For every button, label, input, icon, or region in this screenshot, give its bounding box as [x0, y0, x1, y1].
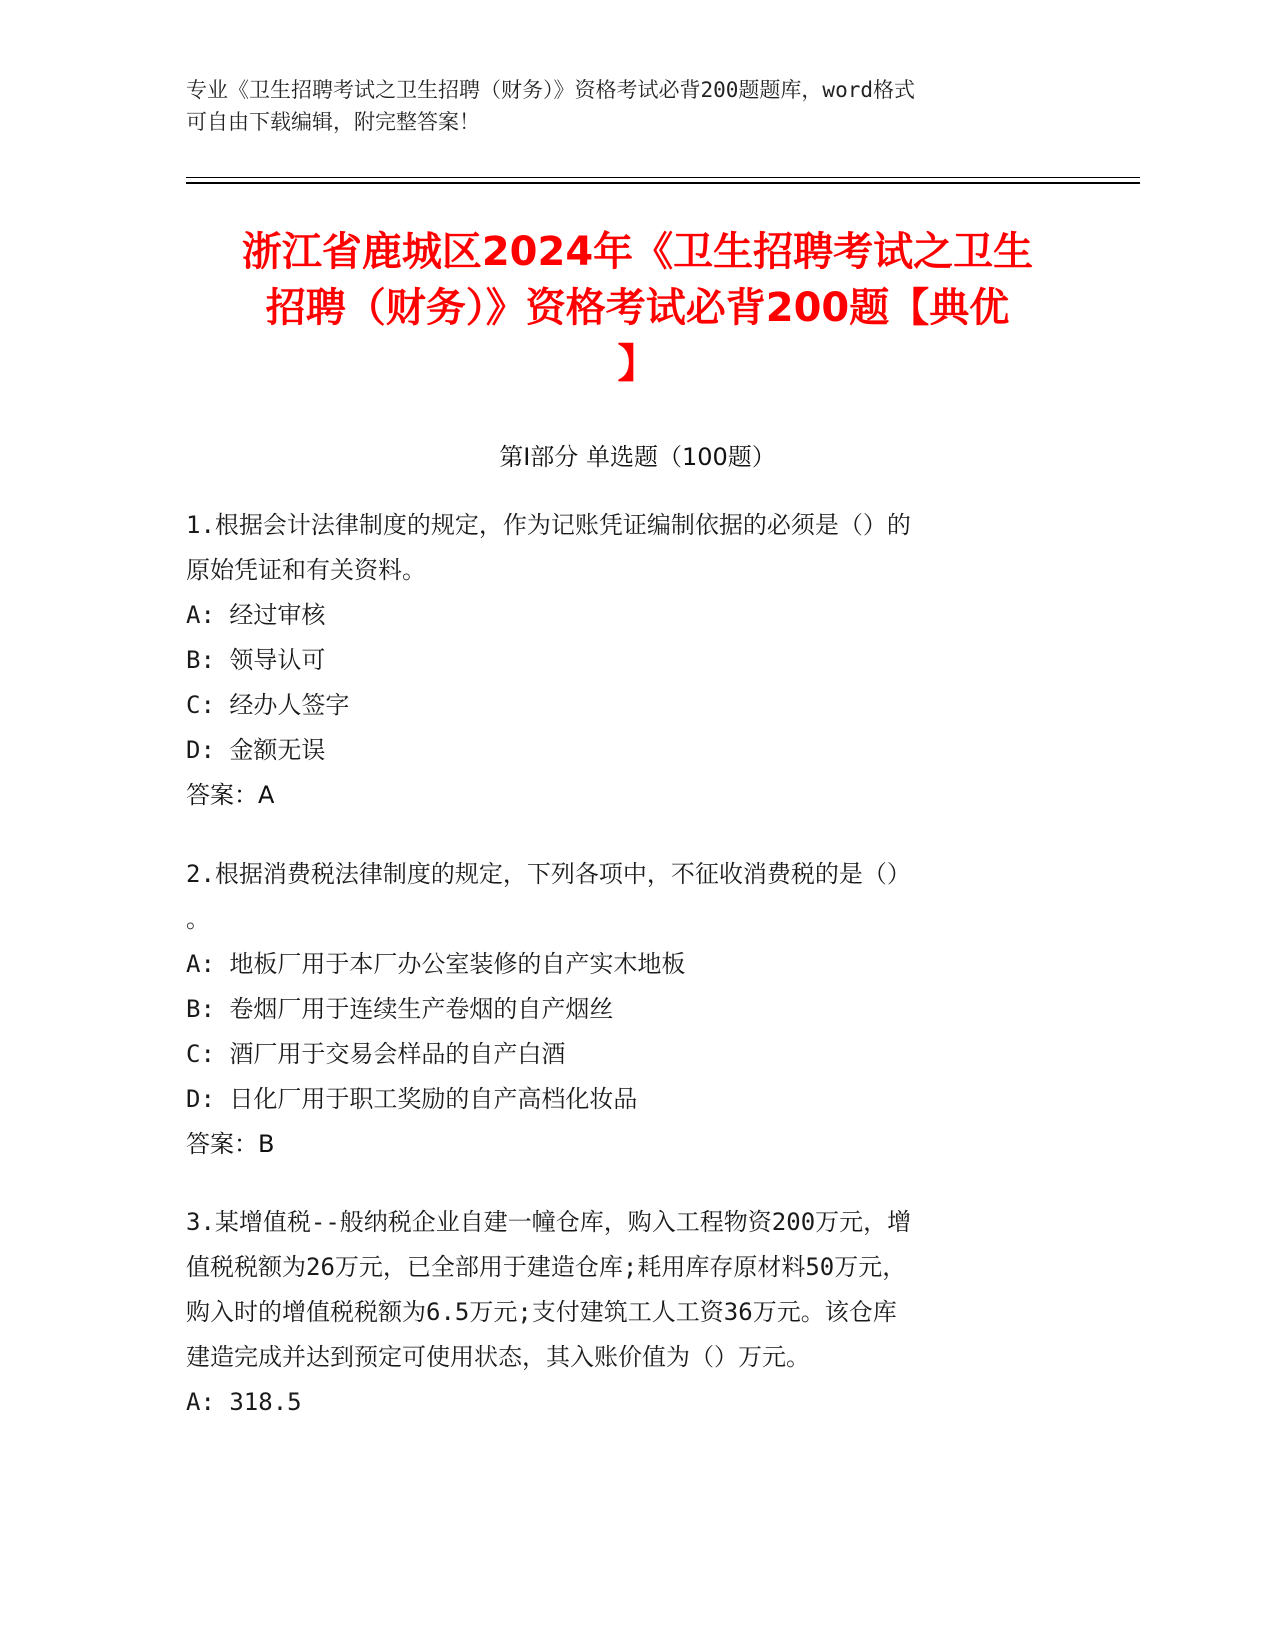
- header-line-1: 专业《卫生招聘考试之卫生招聘（财务）》资格考试必背200题题库，word格式: [186, 78, 915, 102]
- answer: 答案：B: [186, 1130, 275, 1158]
- option-b: B: 领导认可: [186, 646, 326, 674]
- question-text: 2.根据消费税法律制度的规定，下列各项中，不征收消费税的是（）: [186, 860, 911, 888]
- question-text: 建造完成并达到预定可使用状态，其入账价值为（）万元。: [186, 1343, 810, 1371]
- title-line-2: 招聘（财务）》资格考试必背200题【典优: [265, 285, 1010, 331]
- question-text: 原始凭证和有关资料。: [186, 556, 426, 584]
- answer: 答案：A: [186, 781, 275, 809]
- header-rule-thin: [186, 177, 1140, 178]
- title-line-3: 】: [617, 341, 658, 387]
- question-text: 购入时的增值税税额为6.5万元;支付建筑工人工资36万元。该仓库: [186, 1298, 897, 1326]
- title-line-1: 浙江省鹿城区2024年《卫生招聘考试之卫生: [241, 229, 1034, 275]
- option-c: C: 经办人签字: [186, 691, 350, 719]
- question-3: [186, 1200, 1066, 1425]
- section-heading: 第Ⅰ部分 单选题（100题）: [499, 443, 776, 471]
- page-header: [186, 74, 1066, 138]
- header-rule-thick: [186, 182, 1140, 184]
- option-a: A: 地板厂用于本厂办公室装修的自产实木地板: [186, 950, 686, 978]
- question-text: 值税税额为26万元，已全部用于建造仓库;耗用库存原材料50万元，: [186, 1253, 907, 1281]
- question-1: [186, 503, 1066, 818]
- header-line-2: 可自由下载编辑，附完整答案！: [186, 110, 480, 134]
- question-text: 1.根据会计法律制度的规定，作为记账凭证编制依据的必须是（）的: [186, 511, 911, 539]
- option-d: D: 日化厂用于职工奖励的自产高档化妆品: [186, 1085, 638, 1113]
- document-title: [150, 224, 1125, 392]
- question-text: 。: [186, 905, 210, 933]
- option-a: A: 318.5: [186, 1388, 302, 1416]
- option-c: C: 酒厂用于交易会样品的自产白酒: [186, 1040, 566, 1068]
- question-text: 3.某增值税--般纳税企业自建一幢仓库，购入工程物资200万元，增: [186, 1208, 912, 1236]
- option-b: B: 卷烟厂用于连续生产卷烟的自产烟丝: [186, 995, 614, 1023]
- option-d: D: 金额无误: [186, 736, 326, 764]
- question-2: [186, 852, 1066, 1167]
- option-a: A: 经过审核: [186, 601, 326, 629]
